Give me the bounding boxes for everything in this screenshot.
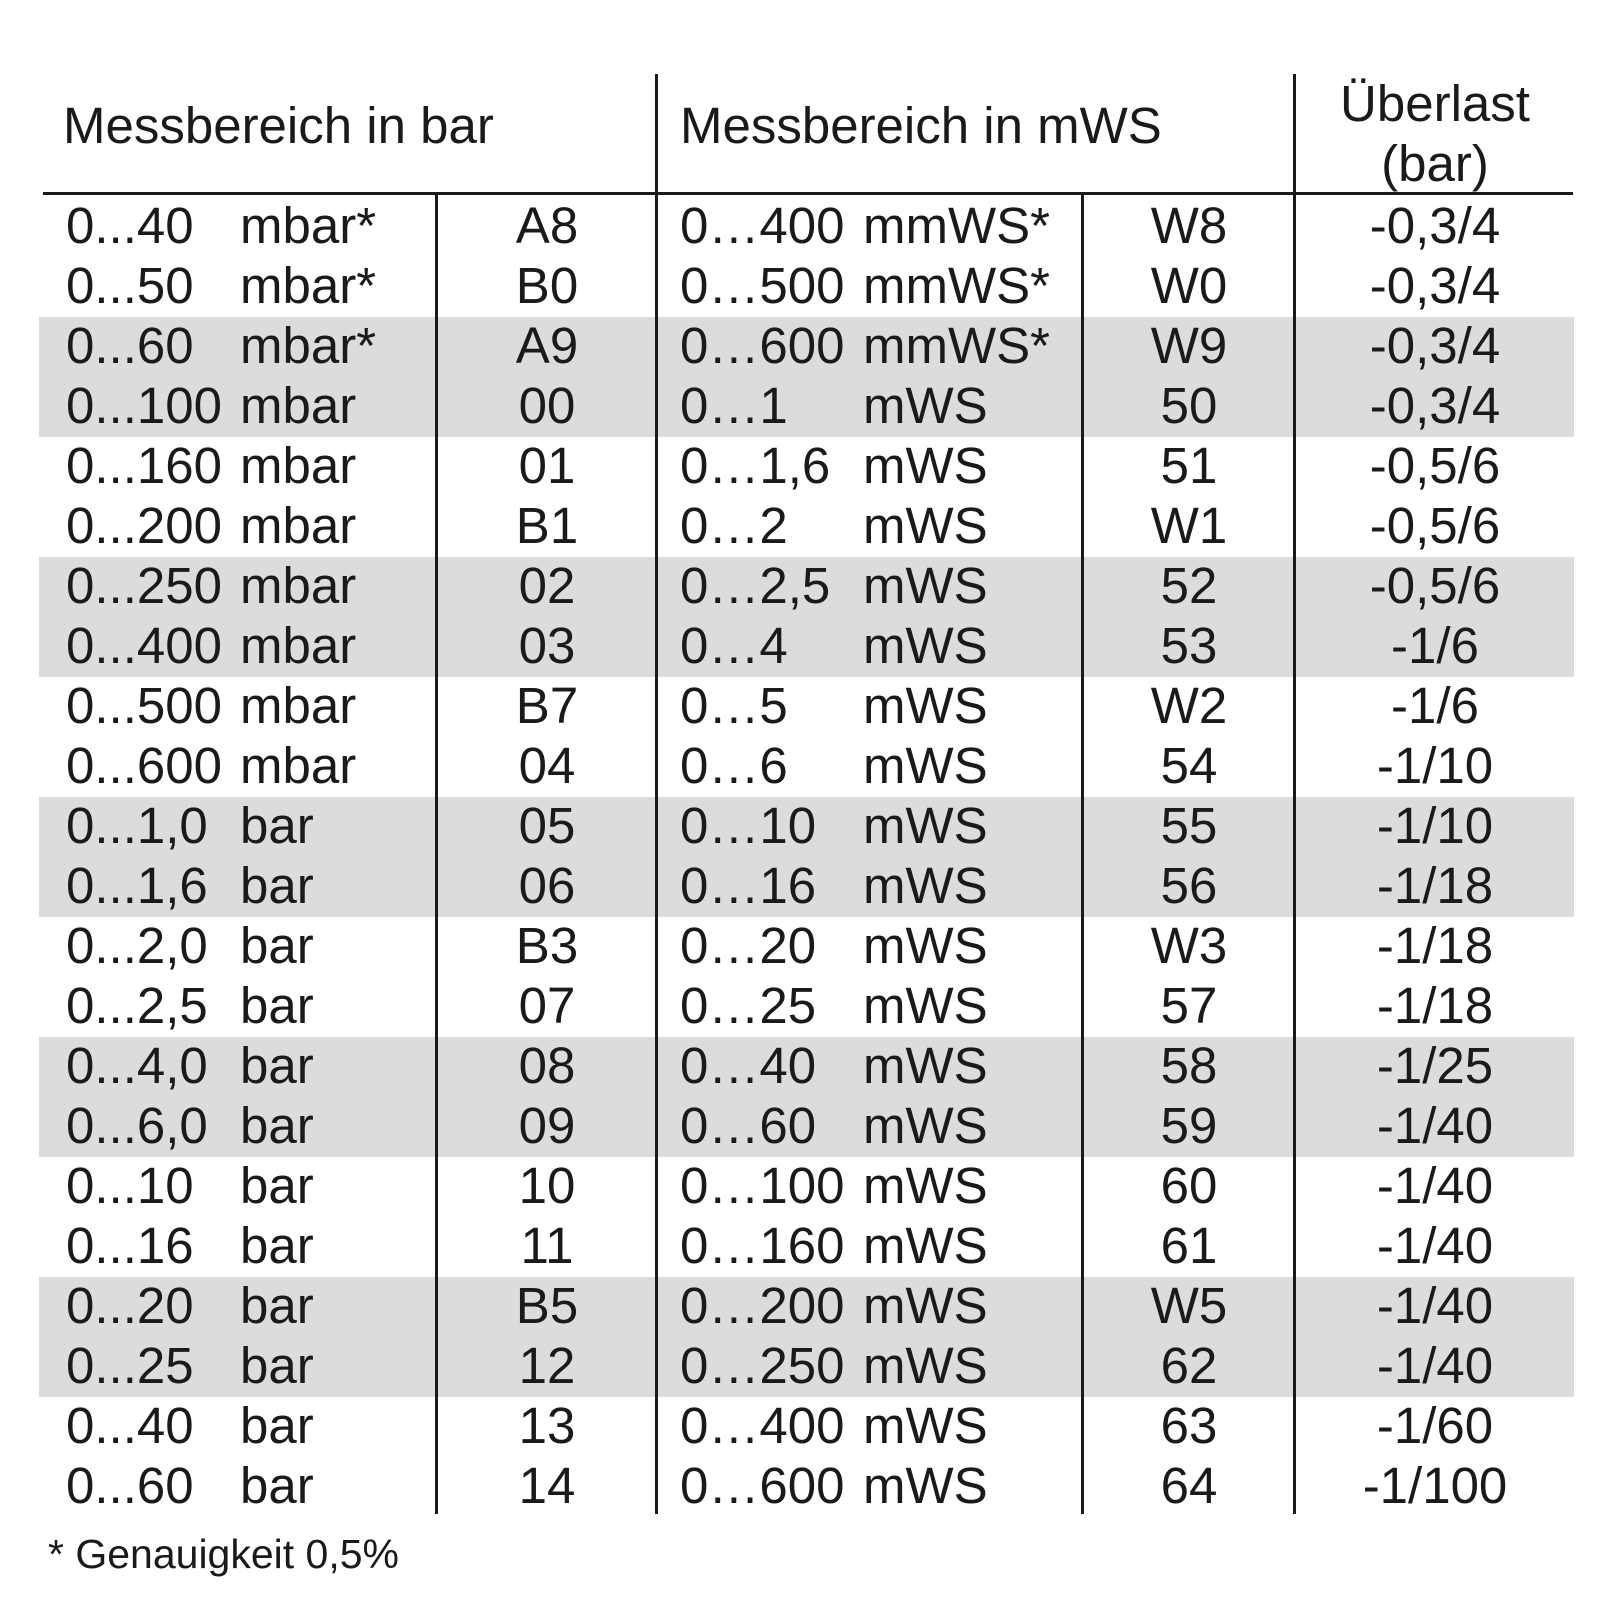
- mws-value-cell: 0…60: [680, 1097, 817, 1154]
- mws-code-cell: W1: [1150, 497, 1228, 554]
- header-overload-line2: (bar): [1381, 135, 1489, 192]
- overload-cell: -0,5/6: [1369, 557, 1501, 614]
- mws-code-cell: 53: [1160, 617, 1218, 674]
- mws-unit-cell: mWS: [863, 1457, 988, 1514]
- mws-value-cell: 0…2: [680, 497, 788, 554]
- overload-cell: -0,3/4: [1369, 317, 1501, 374]
- mws-value-cell: 0…600: [680, 317, 845, 374]
- mws-value-cell: 0…400: [680, 1397, 845, 1454]
- mws-value-cell: 0…4: [680, 617, 788, 674]
- bar-value-cell: 0...16: [66, 1217, 194, 1274]
- bar-unit-cell: bar: [240, 1217, 314, 1274]
- bar-value-cell: 0...10: [66, 1157, 194, 1214]
- mws-code-cell: 50: [1160, 377, 1218, 434]
- bar-unit-cell: mbar*: [240, 317, 377, 374]
- mws-unit-cell: mWS: [863, 917, 988, 974]
- mws-unit-cell: mWS: [863, 737, 988, 794]
- footnote: * Genauigkeit 0,5%: [48, 1531, 400, 1577]
- bar-value-cell: 0...25: [66, 1337, 194, 1394]
- bar-code-cell: 08: [518, 1037, 576, 1094]
- mws-code-cell: 61: [1160, 1217, 1218, 1274]
- bar-code-cell: 12: [518, 1337, 576, 1394]
- mws-unit-cell: mWS: [863, 1337, 988, 1394]
- bar-value-cell: 0...2,0: [66, 917, 208, 974]
- mws-code-cell: W0: [1150, 257, 1228, 314]
- overload-cell: -1/40: [1376, 1097, 1494, 1154]
- mws-code-cell: 62: [1160, 1337, 1218, 1394]
- bar-unit-cell: bar: [240, 977, 314, 1034]
- bar-value-cell: 0...500: [66, 677, 222, 734]
- mws-value-cell: 0…5: [680, 677, 788, 734]
- column-divider-bar-code: [435, 194, 438, 1514]
- bar-value-cell: 0...40: [66, 197, 194, 254]
- bar-code-cell: B3: [515, 917, 579, 974]
- column-divider-bar-mws: [655, 74, 658, 1514]
- overload-cell: -0,3/4: [1369, 197, 1501, 254]
- bar-unit-cell: bar: [240, 917, 314, 974]
- bar-unit-cell: bar: [240, 1157, 314, 1214]
- bar-unit-cell: bar: [240, 1097, 314, 1154]
- mws-value-cell: 0…100: [680, 1157, 845, 1214]
- mws-unit-cell: mmWS*: [863, 197, 1050, 254]
- mws-unit-cell: mWS: [863, 557, 988, 614]
- mws-code-cell: 58: [1160, 1037, 1218, 1094]
- mws-unit-cell: mmWS*: [863, 257, 1050, 314]
- mws-value-cell: 0…400: [680, 197, 845, 254]
- bar-code-cell: 05: [518, 797, 576, 854]
- mws-code-cell: W2: [1150, 677, 1228, 734]
- bar-value-cell: 0...200: [66, 497, 222, 554]
- mws-value-cell: 0…40: [680, 1037, 817, 1094]
- mws-value-cell: 0…600: [680, 1457, 845, 1514]
- mws-code-cell: 57: [1160, 977, 1218, 1034]
- mws-value-cell: 0…6: [680, 737, 788, 794]
- mws-unit-cell: mWS: [863, 1217, 988, 1274]
- bar-unit-cell: bar: [240, 857, 314, 914]
- bar-unit-cell: bar: [240, 1457, 314, 1514]
- bar-code-cell: 04: [518, 737, 576, 794]
- overload-cell: -0,3/4: [1369, 377, 1501, 434]
- bar-code-cell: 01: [518, 437, 576, 494]
- bar-code-cell: B5: [515, 1277, 579, 1334]
- bar-value-cell: 0...600: [66, 737, 222, 794]
- bar-value-cell: 0...60: [66, 1457, 194, 1514]
- header-bar-range: Messbereich in bar: [63, 97, 494, 154]
- bar-unit-cell: mbar: [240, 617, 357, 674]
- bar-unit-cell: mbar: [240, 557, 357, 614]
- mws-code-cell: 60: [1160, 1157, 1218, 1214]
- overload-cell: -1/6: [1391, 617, 1479, 674]
- mws-unit-cell: mmWS*: [863, 317, 1050, 374]
- mws-value-cell: 0…16: [680, 857, 817, 914]
- bar-value-cell: 0...40: [66, 1397, 194, 1454]
- header-overload-line1: Überlast: [1340, 75, 1530, 132]
- bar-value-cell: 0...2,5: [66, 977, 208, 1034]
- mws-value-cell: 0…200: [680, 1277, 845, 1334]
- mws-unit-cell: mWS: [863, 797, 988, 854]
- mws-code-cell: 52: [1160, 557, 1218, 614]
- overload-cell: -1/60: [1376, 1397, 1494, 1454]
- bar-unit-cell: mbar: [240, 677, 357, 734]
- overload-cell: -1/40: [1376, 1337, 1494, 1394]
- bar-value-cell: 0...4,0: [66, 1037, 208, 1094]
- bar-value-cell: 0...6,0: [66, 1097, 208, 1154]
- overload-cell: -1/40: [1376, 1217, 1494, 1274]
- header-mws-range: Messbereich in mWS: [680, 97, 1162, 154]
- mws-unit-cell: mWS: [863, 1397, 988, 1454]
- mws-code-cell: 56: [1160, 857, 1218, 914]
- bar-value-cell: 0...160: [66, 437, 222, 494]
- bar-unit-cell: mbar: [240, 377, 357, 434]
- mws-code-cell: W9: [1150, 317, 1228, 374]
- bar-unit-cell: mbar*: [240, 257, 377, 314]
- mws-unit-cell: mWS: [863, 1037, 988, 1094]
- overload-cell: -0,3/4: [1369, 257, 1501, 314]
- overload-cell: -1/10: [1376, 737, 1494, 794]
- mws-value-cell: 0…500: [680, 257, 845, 314]
- mws-code-cell: 54: [1160, 737, 1218, 794]
- mws-value-cell: 0…10: [680, 797, 817, 854]
- bar-value-cell: 0...1,0: [66, 797, 208, 854]
- mws-unit-cell: mWS: [863, 1097, 988, 1154]
- mws-unit-cell: mWS: [863, 1277, 988, 1334]
- bar-code-cell: 03: [518, 617, 576, 674]
- mws-value-cell: 0…25: [680, 977, 817, 1034]
- bar-unit-cell: bar: [240, 1037, 314, 1094]
- mws-unit-cell: mWS: [863, 377, 988, 434]
- bar-unit-cell: bar: [240, 1397, 314, 1454]
- overload-cell: -1/6: [1391, 677, 1479, 734]
- bar-code-cell: 09: [518, 1097, 576, 1154]
- bar-code-cell: B7: [515, 677, 579, 734]
- column-divider-mws-code: [1081, 194, 1084, 1514]
- bar-unit-cell: mbar: [240, 437, 357, 494]
- mws-code-cell: 63: [1160, 1397, 1218, 1454]
- mws-value-cell: 0…20: [680, 917, 817, 974]
- bar-value-cell: 0...250: [66, 557, 222, 614]
- bar-code-cell: 13: [518, 1397, 576, 1454]
- bar-unit-cell: bar: [240, 1277, 314, 1334]
- mws-unit-cell: mWS: [863, 437, 988, 494]
- bar-code-cell: A8: [515, 197, 579, 254]
- mws-unit-cell: mWS: [863, 677, 988, 734]
- bar-value-cell: 0...60: [66, 317, 194, 374]
- bar-value-cell: 0...100: [66, 377, 222, 434]
- bar-unit-cell: mbar: [240, 737, 357, 794]
- mws-code-cell: 59: [1160, 1097, 1218, 1154]
- bar-code-cell: 02: [518, 557, 576, 614]
- bar-value-cell: 0...20: [66, 1277, 194, 1334]
- overload-cell: -1/25: [1376, 1037, 1494, 1094]
- mws-value-cell: 0…250: [680, 1337, 845, 1394]
- bar-unit-cell: bar: [240, 1337, 314, 1394]
- mws-unit-cell: mWS: [863, 617, 988, 674]
- bar-code-cell: 07: [518, 977, 576, 1034]
- overload-cell: -1/18: [1376, 977, 1494, 1034]
- mws-code-cell: W8: [1150, 197, 1228, 254]
- header-divider-line: [43, 192, 1573, 195]
- overload-cell: -1/18: [1376, 917, 1494, 974]
- overload-cell: -1/100: [1362, 1457, 1508, 1514]
- mws-value-cell: 0…1: [680, 377, 788, 434]
- mws-unit-cell: mWS: [863, 857, 988, 914]
- bar-value-cell: 0...1,6: [66, 857, 208, 914]
- bar-unit-cell: bar: [240, 797, 314, 854]
- bar-value-cell: 0...400: [66, 617, 222, 674]
- mws-unit-cell: mWS: [863, 1157, 988, 1214]
- overload-cell: -1/40: [1376, 1277, 1494, 1334]
- bar-unit-cell: mbar*: [240, 197, 377, 254]
- overload-cell: -0,5/6: [1369, 497, 1501, 554]
- mws-value-cell: 0…2,5: [680, 557, 831, 614]
- bar-code-cell: 14: [518, 1457, 576, 1514]
- overload-cell: -1/10: [1376, 797, 1494, 854]
- mws-unit-cell: mWS: [863, 497, 988, 554]
- mws-unit-cell: mWS: [863, 977, 988, 1034]
- mws-code-cell: 64: [1160, 1457, 1218, 1514]
- bar-code-cell: 11: [520, 1217, 574, 1274]
- overload-cell: -0,5/6: [1369, 437, 1501, 494]
- overload-cell: -1/18: [1376, 857, 1494, 914]
- bar-code-cell: B1: [515, 497, 579, 554]
- bar-code-cell: 06: [518, 857, 576, 914]
- mws-code-cell: 51: [1160, 437, 1218, 494]
- bar-code-cell: 10: [518, 1157, 576, 1214]
- mws-value-cell: 0…160: [680, 1217, 845, 1274]
- bar-code-cell: A9: [515, 317, 579, 374]
- bar-code-cell: 00: [518, 377, 576, 434]
- bar-value-cell: 0...50: [66, 257, 194, 314]
- overload-cell: -1/40: [1376, 1157, 1494, 1214]
- bar-code-cell: B0: [515, 257, 579, 314]
- mws-code-cell: 55: [1160, 797, 1218, 854]
- mws-value-cell: 0…1,6: [680, 437, 831, 494]
- mws-code-cell: W5: [1150, 1277, 1228, 1334]
- bar-unit-cell: mbar: [240, 497, 357, 554]
- mws-code-cell: W3: [1150, 917, 1228, 974]
